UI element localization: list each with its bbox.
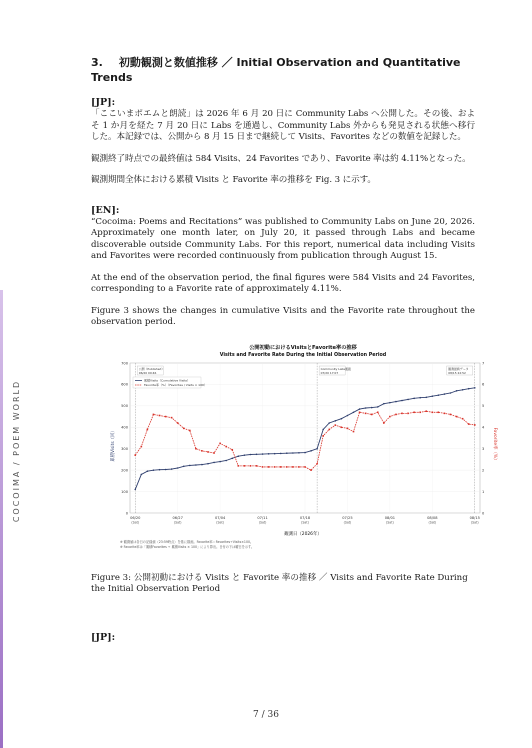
visits-point — [304, 451, 306, 453]
visits-point — [310, 450, 312, 452]
visits-point — [450, 392, 452, 394]
x-tick-label: 06/27 — [172, 515, 183, 520]
visits-point — [219, 460, 221, 462]
rate-point — [219, 442, 221, 444]
annotation-text: 06/20 09:46 — [138, 370, 157, 375]
visits-point — [371, 406, 373, 408]
visits-point — [438, 394, 440, 396]
visits-point — [468, 387, 470, 389]
rate-point — [462, 417, 464, 419]
rate-point — [134, 454, 136, 456]
rate-point — [165, 415, 167, 417]
y-tick-left-label: 700 — [121, 360, 128, 365]
annotation-text: 08/15 22:52 — [448, 370, 466, 375]
visits-point — [280, 452, 282, 454]
x-tick-label: 07/18 — [299, 515, 311, 520]
rate-point — [328, 428, 330, 430]
visits-point — [286, 452, 288, 454]
x-tick-label: 08/08 — [427, 515, 438, 520]
visits-point — [365, 407, 367, 409]
visits-point — [171, 468, 173, 470]
en-label: [EN]: — [91, 204, 120, 216]
visits-point — [316, 447, 318, 449]
visits-point — [322, 428, 324, 430]
annotation-text: Community Labs通過 — [320, 366, 351, 371]
rate-point — [304, 466, 306, 468]
rate-point — [262, 466, 264, 468]
y-tick-left-label: 400 — [121, 425, 128, 430]
next-jp-label: [JP]: — [91, 631, 116, 643]
visits-point — [165, 468, 167, 470]
rate-point — [177, 422, 179, 424]
rate-point — [347, 427, 349, 429]
rate-point — [244, 465, 246, 467]
rate-point — [316, 462, 318, 464]
visits-point — [213, 461, 215, 463]
rate-point — [268, 466, 270, 468]
visits-point — [244, 454, 246, 456]
visits-point — [444, 393, 446, 395]
rate-point — [353, 430, 355, 432]
legend-entry-rate: Favorite率（%）（Favorites / Visits × 100） — [144, 382, 207, 387]
x-tick-label: 07/11 — [257, 515, 268, 520]
y-tick-right-label: 0 — [482, 510, 485, 515]
visits-point — [341, 417, 343, 419]
visits-point — [177, 467, 179, 469]
visits-favorite-chart — [108, 341, 498, 559]
rate-point — [444, 412, 446, 414]
rate-point — [141, 445, 143, 447]
visits-point — [389, 401, 391, 403]
x-tick-sublabel: (Sat) — [470, 520, 479, 524]
x-tick-label: 08/15 — [469, 515, 480, 520]
visits-point — [256, 453, 258, 455]
section-number: 3. — [91, 56, 103, 69]
rate-point — [238, 465, 240, 467]
x-tick-sublabel: (Sat) — [386, 520, 394, 524]
en-paragraph-2: At the end of the observation period, the final figures were 584 Visits and 24 Favorites, corresponding to a Favorite rate of approximately 4.11%. — [91, 272, 475, 294]
y-tick-right-label: 7 — [482, 360, 485, 365]
y-tick-right-label: 6 — [482, 382, 485, 387]
visits-point — [231, 457, 233, 459]
rate-point — [280, 466, 282, 468]
visits-point — [401, 399, 403, 401]
rate-point — [195, 447, 197, 449]
rate-point — [225, 445, 227, 447]
rate-point — [159, 414, 161, 416]
y-tick-left-label: 0 — [125, 510, 128, 515]
en-paragraph-1: “Cocoima: Poems and Recitations” was published to Community Labs on June 20, 2026. Approximately one month later, on July 20, it passed through Labs and became discoverable outside Community Labs. For this report, numerical data including Visits and Favorites were recorded continuously from publication through August 15. — [91, 216, 475, 261]
rate-point — [359, 411, 361, 413]
visits-point — [195, 464, 197, 466]
jp-paragraph-1: 「ここいまポエムと朗読」は 2026 年 6 月 20 日に Community Labs へ公開した。その後、およそ 1 か月を経た 7 月 20 日に Labs を通過し、Community Labs 外からも発見される状態へ移行した。本記録では、公開から 8 月 15 日まで継続して Visits、Favorites などの数値を記録した。 — [91, 109, 475, 142]
rate-point — [256, 465, 258, 467]
visits-point — [274, 452, 276, 454]
visits-point — [159, 468, 161, 470]
rate-point — [425, 410, 427, 412]
rate-point — [310, 469, 312, 471]
page-content — [91, 55, 497, 644]
chart-footnote-1: ※ 観測値は各日の記録値（23:59時点）を基に描画。Favorite率＝Favorites÷Visits×100。 — [120, 539, 254, 544]
annotation-text: 観測最終データ — [448, 366, 469, 371]
visits-point — [250, 453, 252, 455]
rate-point — [298, 466, 300, 468]
jp-paragraph-2: 観測終了時点での最終値は 584 Visits、24 Favorites であり、Favorite 率は約 4.11%となった。 — [91, 153, 471, 164]
visits-point — [432, 395, 434, 397]
x-tick-sublabel: (Sat) — [216, 520, 224, 524]
rate-point — [395, 413, 397, 415]
visits-point — [134, 488, 136, 490]
y-tick-left-label: 500 — [121, 403, 128, 408]
rate-point — [432, 411, 434, 413]
y-tick-left-label: 200 — [121, 467, 128, 472]
rate-point — [207, 451, 209, 453]
visits-point — [262, 453, 264, 455]
figure-3 — [108, 341, 498, 559]
visits-point — [395, 400, 397, 402]
visits-point — [268, 453, 270, 455]
rate-point — [322, 435, 324, 437]
rate-point — [189, 429, 191, 431]
x-tick-sublabel: (Sat) — [428, 520, 437, 524]
rate-point — [183, 427, 185, 429]
visits-point — [419, 396, 421, 398]
x-tick-sublabel: (Sat) — [301, 520, 309, 524]
page-number: 7 / 36 — [253, 710, 279, 720]
y-axis-right-label: Favorite率（%） — [492, 427, 497, 462]
rate-point — [365, 412, 367, 414]
visits-point — [474, 387, 476, 389]
rate-point — [419, 411, 421, 413]
x-tick-label: 06/20 — [130, 515, 141, 520]
annotation-text: 公開（Published） — [138, 366, 165, 371]
en-paragraph-3: Figure 3 shows the changes in cumulative Visits and the Favorite rate throughout the observation period. — [91, 305, 475, 327]
visits-point — [425, 396, 427, 398]
visits-point — [328, 422, 330, 424]
rate-point — [201, 450, 203, 452]
annotation-text: 07/20 17:07 — [320, 370, 339, 375]
visits-point — [183, 465, 185, 467]
visits-point — [347, 414, 349, 416]
rate-point — [413, 411, 415, 413]
y-tick-left-label: 600 — [121, 382, 128, 387]
visits-point — [238, 455, 240, 457]
visits-point — [225, 459, 227, 461]
jp-paragraph-3: 観測期間全体における累積 Visits と Favorite 率の推移を Fig. 3 に示す。 — [91, 175, 376, 185]
rate-point — [341, 426, 343, 428]
y-tick-right-label: 1 — [482, 489, 485, 494]
visits-point — [207, 462, 209, 464]
visits-point — [292, 452, 294, 454]
side-accent-bar — [0, 290, 3, 748]
x-tick-sublabel: (Sat) — [173, 520, 182, 524]
visits-point — [407, 398, 409, 400]
chart-title: 公開初動におけるVisitsとFavorite率の推移 — [249, 344, 357, 351]
rate-point — [377, 411, 379, 413]
y-tick-right-label: 4 — [482, 425, 485, 430]
visits-point — [189, 464, 191, 466]
rate-point — [407, 412, 409, 414]
visits-point — [383, 402, 385, 404]
rate-point — [468, 423, 470, 425]
rate-point — [401, 412, 403, 414]
visits-point — [359, 408, 361, 410]
rate-point — [450, 413, 452, 415]
x-axis-label: 観測日（2026年） — [284, 531, 322, 537]
visits-point — [141, 473, 143, 475]
visits-point — [147, 470, 149, 472]
rate-point — [335, 424, 337, 426]
rate-point — [250, 465, 252, 467]
visits-point — [153, 469, 155, 471]
rate-point — [371, 413, 373, 415]
y-axis-left-label: 累積Visits（回） — [111, 427, 116, 462]
figure-caption: Figure 3: 公開初動における Visits と Favorite 率の推移 ／ Visits and Favorite Rate During the Initial Observation Period — [91, 572, 468, 594]
side-vertical-label: COCOIMA / POEM WORLD — [12, 379, 21, 523]
rate-point — [274, 466, 276, 468]
y-tick-left-label: 100 — [121, 489, 128, 494]
x-tick-label: 08/01 — [384, 515, 396, 520]
visits-point — [413, 397, 415, 399]
chart-footnote-2: ※ Favorite率は「累積Favorites ÷ 累積Visits × 100」により算出。日付の下は曜日を示す。 — [120, 544, 255, 549]
rate-point — [389, 415, 391, 417]
legend-entry-visits: 累積Visits（Cumulative Visits） — [144, 378, 190, 383]
rate-point — [231, 448, 233, 450]
rate-point — [213, 452, 215, 454]
x-tick-sublabel: (Sat) — [343, 520, 352, 524]
section-title: 初動観測と数値推移 ／ Initial Observation and Quantitative Trends — [91, 56, 461, 84]
visits-point — [353, 411, 355, 413]
rate-point — [292, 466, 294, 468]
rate-point — [147, 428, 149, 430]
rate-point — [474, 424, 476, 426]
y-tick-left-label: 300 — [121, 446, 128, 451]
rate-point — [171, 416, 173, 418]
y-tick-right-label: 3 — [482, 446, 485, 451]
jp-label: [JP]: — [91, 97, 116, 108]
chart-subtitle: Visits and Favorite Rate During the Initial Observation Period — [219, 352, 387, 358]
rate-point — [438, 411, 440, 413]
rate-point — [286, 466, 288, 468]
rate-point — [383, 422, 385, 424]
visits-point — [201, 463, 203, 465]
x-tick-sublabel: (Sat) — [131, 520, 140, 524]
x-tick-sublabel: (Sat) — [258, 520, 267, 524]
section-heading — [91, 55, 475, 85]
visits-point — [298, 451, 300, 453]
visits-point — [377, 406, 379, 408]
visits-point — [462, 388, 464, 390]
rate-point — [456, 415, 458, 417]
rate-point — [153, 413, 155, 415]
visits-point — [335, 420, 337, 422]
visits-point — [456, 390, 458, 392]
x-tick-label: 07/25 — [342, 515, 353, 520]
y-tick-right-label: 2 — [482, 467, 485, 472]
x-tick-label: 07/04 — [214, 515, 226, 520]
y-tick-right-label: 5 — [482, 403, 485, 408]
